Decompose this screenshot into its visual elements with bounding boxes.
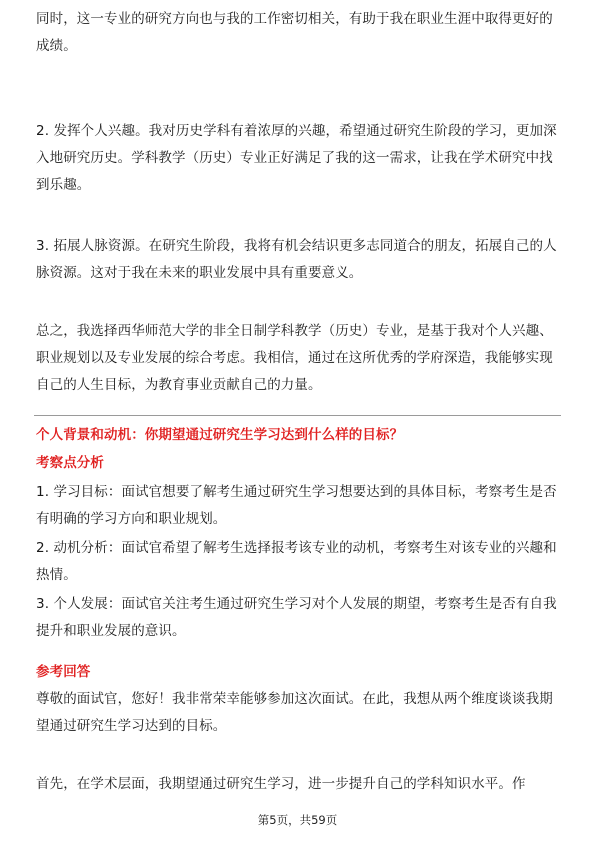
analysis-item-1: 1. 学习目标：面试官想要了解考生通过研究生学习想要达到的具体目标，考察考生是否有明确的学习方向和职业规划。 [36,484,557,527]
answer-paragraph-2: 首先，在学术层面，我期望通过研究生学习，进一步提升自己的学科知识水平。作 [36,776,526,792]
answer-heading: 参考回答 [36,664,91,680]
analysis-item-2: 2. 动机分析：面试官希望了解考生选择报考该专业的动机，考察考生对该专业的兴趣和热情。 [36,540,557,583]
paragraph-conclusion: 总之，我选择西华师范大学的非全日制学科教学（历史）专业，是基于我对个人兴趣、职业规划以及专业发展的综合考虑。我相信，通过在这所优秀的学府深造，我能够实现自己的人生目标，为教育事业贡献自己的力量。 [36,323,553,393]
analysis-item-3: 3. 个人发展：面试官关注考生通过研究生学习对个人发展的期望，考察考生是否有自我提升和职业发展的意识。 [36,596,557,639]
question-title: 个人背景和动机：你期望通过研究生学习达到什么样的目标？ [36,427,404,443]
paragraph-personal-interest: 2. 发挥个人兴趣。我对历史学科有着浓厚的兴趣，希望通过研究生阶段的学习，更加深入地研究历史。学科教学（历史）专业正好满足了我的这一需求，让我在学术研究中找到乐趣。 [36,123,557,193]
paragraph-career-relevance: 同时，这一专业的研究方向也与我的工作密切相关，有助于我在职业生涯中取得更好的成绩。 [36,11,553,54]
paragraph-network-resources: 3. 拓展人脉资源。在研究生阶段，我将有机会结识更多志同道合的朋友，拓展自己的人脉资源。这对于我在未来的职业发展中具有重要意义。 [36,238,557,281]
page-number-footer: 第5页，共59页 [257,813,338,827]
answer-paragraph-1: 尊敬的面试官，您好！我非常荣幸能够参加这次面试。在此，我想从两个维度谈谈我期望通过研究生学习达到的目标。 [36,691,553,734]
analysis-heading: 考察点分析 [36,455,104,471]
section-divider [34,415,561,416]
